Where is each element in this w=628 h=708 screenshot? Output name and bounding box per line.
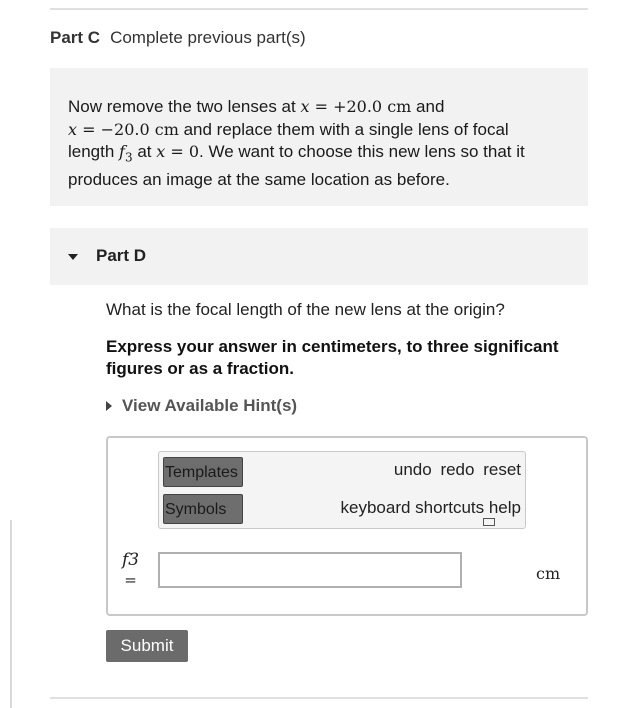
caret-down-icon[interactable] [68,254,78,260]
keyboard-shortcuts-help-link[interactable] [341,498,522,518]
templates-button[interactable]: Templates [163,457,243,487]
math-var: f [119,142,125,161]
answer-input[interactable] [158,552,462,588]
answer-unit: cm [536,564,561,583]
part-c-header [50,28,306,48]
part-c-status: Complete previous part(s) [110,28,306,47]
question-text: What is the focal length of the new lens at the origin? [106,300,505,319]
variable-name: f3 [122,550,140,570]
math-var: x [156,142,166,161]
toolbar-actions [390,460,521,480]
math-var: x [68,119,78,139]
part-c-content [50,68,588,206]
left-divider [10,520,12,708]
keyboard-icon [483,518,495,526]
bottom-divider [50,697,588,699]
part-d-title: Part D [96,246,147,265]
math-subscript: 3 [124,150,133,165]
part-c-text: at [132,142,157,161]
part-c-text: Now remove the two lenses at [68,97,301,116]
math-var: x [300,97,310,116]
math-toolbar [158,451,526,529]
hint-label: View Available Hint(s) [122,396,298,415]
view-hints-link[interactable] [106,396,297,416]
symbols-button[interactable]: Symbols [163,494,243,524]
part-c-text: . We want to choose this new lens so that it [199,142,525,161]
part-c-text: and [411,97,445,116]
math-unit: cm [387,97,412,116]
math-value: = 0 [165,142,200,161]
part-d-header[interactable] [50,228,588,285]
math-value: = −20.0 [77,119,155,139]
part-c-label: Part C [50,28,101,47]
part-c-text: length [68,142,120,161]
redo-button[interactable]: redo [440,460,475,479]
part-c-text: produces an image at the same location as before. [68,169,450,189]
math-unit: cm [154,119,179,139]
part-c-text: and replace them with a single lens of focal [178,119,509,139]
help-label: keyboard shortcuts help [340,498,521,517]
instruction-text: Express your answer in centimeters, to three significant figures or as a fraction. [106,337,559,378]
caret-right-icon [106,401,112,411]
undo-button[interactable]: undo [393,460,432,479]
submit-button[interactable]: Submit [106,630,188,662]
reset-button[interactable]: reset [483,460,521,479]
math-value: = +20.0 [309,97,388,116]
answer-variable-label [122,550,139,590]
top-divider [50,8,588,10]
answer-panel [106,436,588,616]
equals-sign: = [124,571,137,589]
